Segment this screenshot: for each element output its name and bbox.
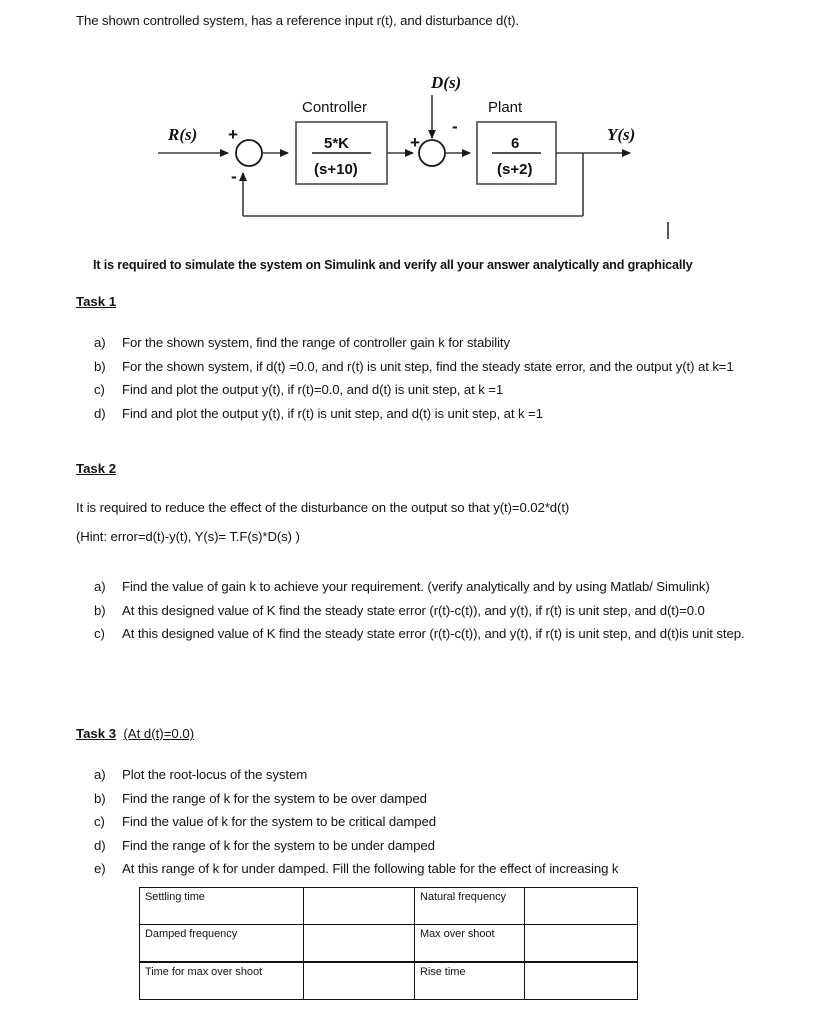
table-cell-value[interactable] <box>525 888 638 925</box>
controller-title: Controller <box>302 99 368 116</box>
table-cell-value[interactable] <box>304 888 415 925</box>
list-item-text: Plot the root-locus of the system <box>122 767 308 782</box>
sum1-minus-sign: - <box>231 167 237 186</box>
controller-denominator: (s+10) <box>314 161 358 178</box>
diagram-input-label: R(s) <box>168 125 198 144</box>
list-item-text: At this range of k for under damped. Fill the following table for the effect of increasing k <box>122 861 619 876</box>
list-item <box>94 599 754 623</box>
list-item <box>94 402 754 426</box>
list-item <box>94 787 754 811</box>
list-item <box>94 763 754 787</box>
table-cell-label: Settling time <box>140 888 304 925</box>
list-item <box>94 331 754 355</box>
list-item-marker: b) <box>94 602 106 618</box>
plant-title: Plant <box>488 99 523 116</box>
list-item <box>94 810 754 834</box>
task-1-heading <box>76 294 116 309</box>
list-item-marker: c) <box>94 382 105 397</box>
task-2-item-list <box>94 575 754 646</box>
sum2-minus-sign: - <box>452 117 458 136</box>
table-cell-label: Max over shoot <box>415 925 525 963</box>
task-2-hint: (Hint: error=d(t)-y(t), Y(s)= T.F(s)*D(s) ) <box>76 529 300 544</box>
control-block-diagram <box>0 60 821 250</box>
list-item <box>94 575 754 599</box>
list-item-marker: c) <box>94 626 105 641</box>
table-cell-value[interactable] <box>304 962 415 1000</box>
list-item-text: Find and plot the output y(t), if r(t)=0.0, and d(t) is unit step, at k =1 <box>122 382 504 397</box>
list-item-marker: d) <box>94 405 106 421</box>
list-item-marker: a) <box>94 579 106 594</box>
table-cell-value[interactable] <box>525 962 638 1000</box>
list-item <box>94 834 754 858</box>
simulation-requirement-text: It is required to simulate the system on Simulink and verify all your answer analytically and graphically <box>93 258 693 272</box>
list-item-text: At this designed value of K find the steady state error (r(t)-c(t)), and y(t), if r(t) is unit step, and d(t)is unit step. <box>122 626 745 641</box>
response-metrics-table <box>139 887 638 1000</box>
task-2-heading <box>76 461 116 476</box>
list-item-text: At this designed value of K find the steady state error (r(t)-c(t)), and y(t), if r(t) is unit step, and d(t)=0.0 <box>122 602 705 618</box>
task-3-heading <box>76 726 194 741</box>
list-item-marker: c) <box>94 814 105 829</box>
table-cell-label: Damped frequency <box>140 925 304 963</box>
list-item-marker: e) <box>94 861 106 876</box>
list-item-text: Find the range of k for the system to be under damped <box>122 837 435 853</box>
table-row <box>140 925 638 963</box>
task-2-heading-label: Task 2 <box>76 461 117 476</box>
table-cell-value[interactable] <box>525 925 638 963</box>
sum2-plus-sign: + <box>410 133 420 152</box>
list-item-text: Find and plot the output y(t), if r(t) is unit step, and d(t) is unit step, at k =1 <box>122 405 543 421</box>
list-item-marker: d) <box>94 837 106 853</box>
list-item-text: Find the value of gain k to achieve your requirement. (verify analytically and by using Matlab/ Simulink) <box>122 579 710 594</box>
task-3-item-list <box>94 763 754 881</box>
plant-denominator: (s+2) <box>497 161 533 178</box>
list-item-marker: a) <box>94 335 106 350</box>
plant-numerator: 6 <box>511 135 520 152</box>
list-item-marker: b) <box>94 790 106 806</box>
list-item-text: Find the value of k for the system to be critical damped <box>122 814 436 829</box>
sum1-plus-sign: + <box>228 125 238 144</box>
list-item-text: For the shown system, find the range of controller gain k for stability <box>122 335 510 350</box>
list-item <box>94 378 754 402</box>
list-item <box>94 622 754 646</box>
task-1-heading-label: Task 1 <box>76 294 117 309</box>
table-cell-label: Natural frequency <box>415 888 525 925</box>
list-item-text: For the shown system, if d(t) =0.0, and r(t) is unit step, find the steady state error, and the output y(t) at k=1 <box>122 358 734 374</box>
list-item-text: Find the range of k for the system to be over damped <box>122 790 427 806</box>
table-cell-label: Time for max over shoot <box>140 962 304 1000</box>
table-row <box>140 888 638 925</box>
task-3-heading-label: Task 3 <box>76 726 117 741</box>
diagram-output-label: Y(s) <box>607 125 636 144</box>
task-3-heading-condition: (At d(t)=0.0) <box>123 726 195 741</box>
list-item-marker: a) <box>94 767 106 782</box>
list-item <box>94 857 754 881</box>
table-cell-value[interactable] <box>304 925 415 963</box>
controller-numerator: 5*K <box>324 135 350 152</box>
table-row <box>140 962 638 1000</box>
list-item-marker: b) <box>94 358 106 374</box>
diagram-disturbance-label: D(s) <box>431 73 462 92</box>
stray-tick-mark <box>667 222 669 239</box>
task-1-item-list <box>94 331 754 425</box>
list-item <box>94 355 754 379</box>
task-2-description: It is required to reduce the effect of the disturbance on the output so that y(t)=0.02*d(t) <box>76 500 570 515</box>
table-cell-label: Rise time <box>415 962 525 1000</box>
intro-sentence: The shown controlled system, has a reference input r(t), and disturbance d(t). <box>76 13 519 28</box>
response-metrics-table-wrapper <box>139 887 613 1000</box>
